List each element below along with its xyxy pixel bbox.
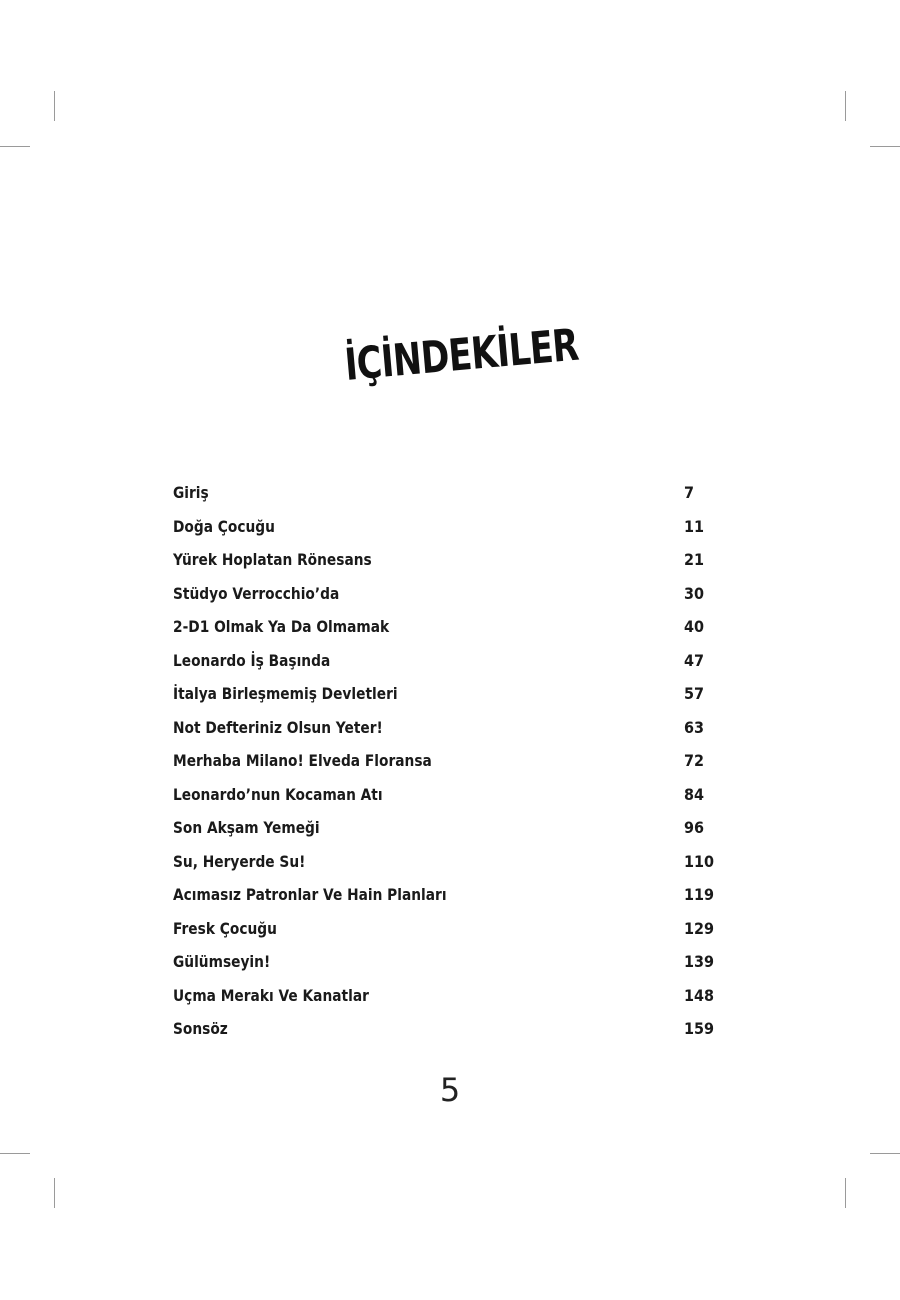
toc-entry-page: 148 xyxy=(684,985,715,1005)
toc-entry xyxy=(173,845,733,879)
crop-mark xyxy=(870,146,900,147)
toc-entry-page: 63 xyxy=(684,717,705,737)
toc-entry xyxy=(173,543,733,577)
crop-mark xyxy=(870,1153,900,1154)
toc-entry xyxy=(173,1012,733,1046)
crop-mark xyxy=(54,91,55,121)
toc-entry-page: 30 xyxy=(684,583,705,603)
toc-entry-title: Uçma Merakı Ve Kanatlar xyxy=(173,985,369,1005)
toc-entry xyxy=(173,744,733,778)
crop-mark xyxy=(54,1178,55,1208)
toc-entry-title: Doğa Çocuğu xyxy=(173,516,275,536)
toc-entry-title: Giriş xyxy=(173,483,209,503)
toc-entry-page: 139 xyxy=(684,952,715,972)
toc-entry xyxy=(173,878,733,912)
toc-entry xyxy=(173,644,733,678)
toc-entry-title: Su, Heryerde Su! xyxy=(173,851,306,871)
toc-entry xyxy=(173,510,733,544)
crop-mark xyxy=(0,146,30,147)
toc-entry-title: İtalya Birleşmemiş Devletleri xyxy=(173,684,398,704)
toc-entry xyxy=(173,677,733,711)
crop-mark xyxy=(0,1153,30,1154)
toc-entry-title: Leonardo’nun Kocaman Atı xyxy=(173,784,383,804)
toc-entry-title: Merhaba Milano! Elveda Floransa xyxy=(173,751,432,771)
toc-entry-title: Yürek Hoplatan Rönesans xyxy=(173,550,372,570)
page-number: 5 xyxy=(439,1071,461,1109)
toc-entry xyxy=(173,811,733,845)
toc-entry-title: 2-D1 Olmak Ya Da Olmamak xyxy=(173,617,390,637)
toc-entry-page: 159 xyxy=(684,1019,715,1039)
toc-entry xyxy=(173,610,733,644)
toc-entry-title: Sonsöz xyxy=(173,1019,228,1039)
toc-entry-title: Acımasız Patronlar Ve Hain Planları xyxy=(173,885,447,905)
toc-entry-title: Fresk Çocuğu xyxy=(173,918,277,938)
toc-entry-title: Gülümseyin! xyxy=(173,952,271,972)
toc-entry-title: Stüdyo Verrocchio’da xyxy=(173,583,340,603)
toc-entry xyxy=(173,945,733,979)
toc-entry-page: 21 xyxy=(684,550,705,570)
toc-entry xyxy=(173,778,733,812)
toc-entry-page: 72 xyxy=(684,751,705,771)
crop-mark xyxy=(845,1178,846,1208)
toc-entry xyxy=(173,711,733,745)
toc-entry xyxy=(173,577,733,611)
toc-entry-page: 110 xyxy=(684,851,715,871)
toc-entry-page: 47 xyxy=(684,650,705,670)
page-title: İÇİNDEKİLER xyxy=(342,319,581,391)
toc-entry-title: Leonardo İş Başında xyxy=(173,650,331,670)
toc-entry-page: 7 xyxy=(684,483,695,503)
crop-mark xyxy=(845,91,846,121)
toc-entry-page: 119 xyxy=(684,885,715,905)
toc-entry-page: 84 xyxy=(684,784,705,804)
toc-entry xyxy=(173,979,733,1013)
toc-entry-page: 129 xyxy=(684,918,715,938)
toc-entry xyxy=(173,476,733,510)
toc-entry xyxy=(173,912,733,946)
toc-entry-page: 57 xyxy=(684,684,705,704)
toc-entry-page: 40 xyxy=(684,617,705,637)
toc-entry-page: 11 xyxy=(684,516,705,536)
toc-entry-title: Not Defteriniz Olsun Yeter! xyxy=(173,717,383,737)
toc-entry-title: Son Akşam Yemeği xyxy=(173,818,320,838)
table-of-contents xyxy=(173,476,733,1046)
toc-entry-page: 96 xyxy=(684,818,705,838)
